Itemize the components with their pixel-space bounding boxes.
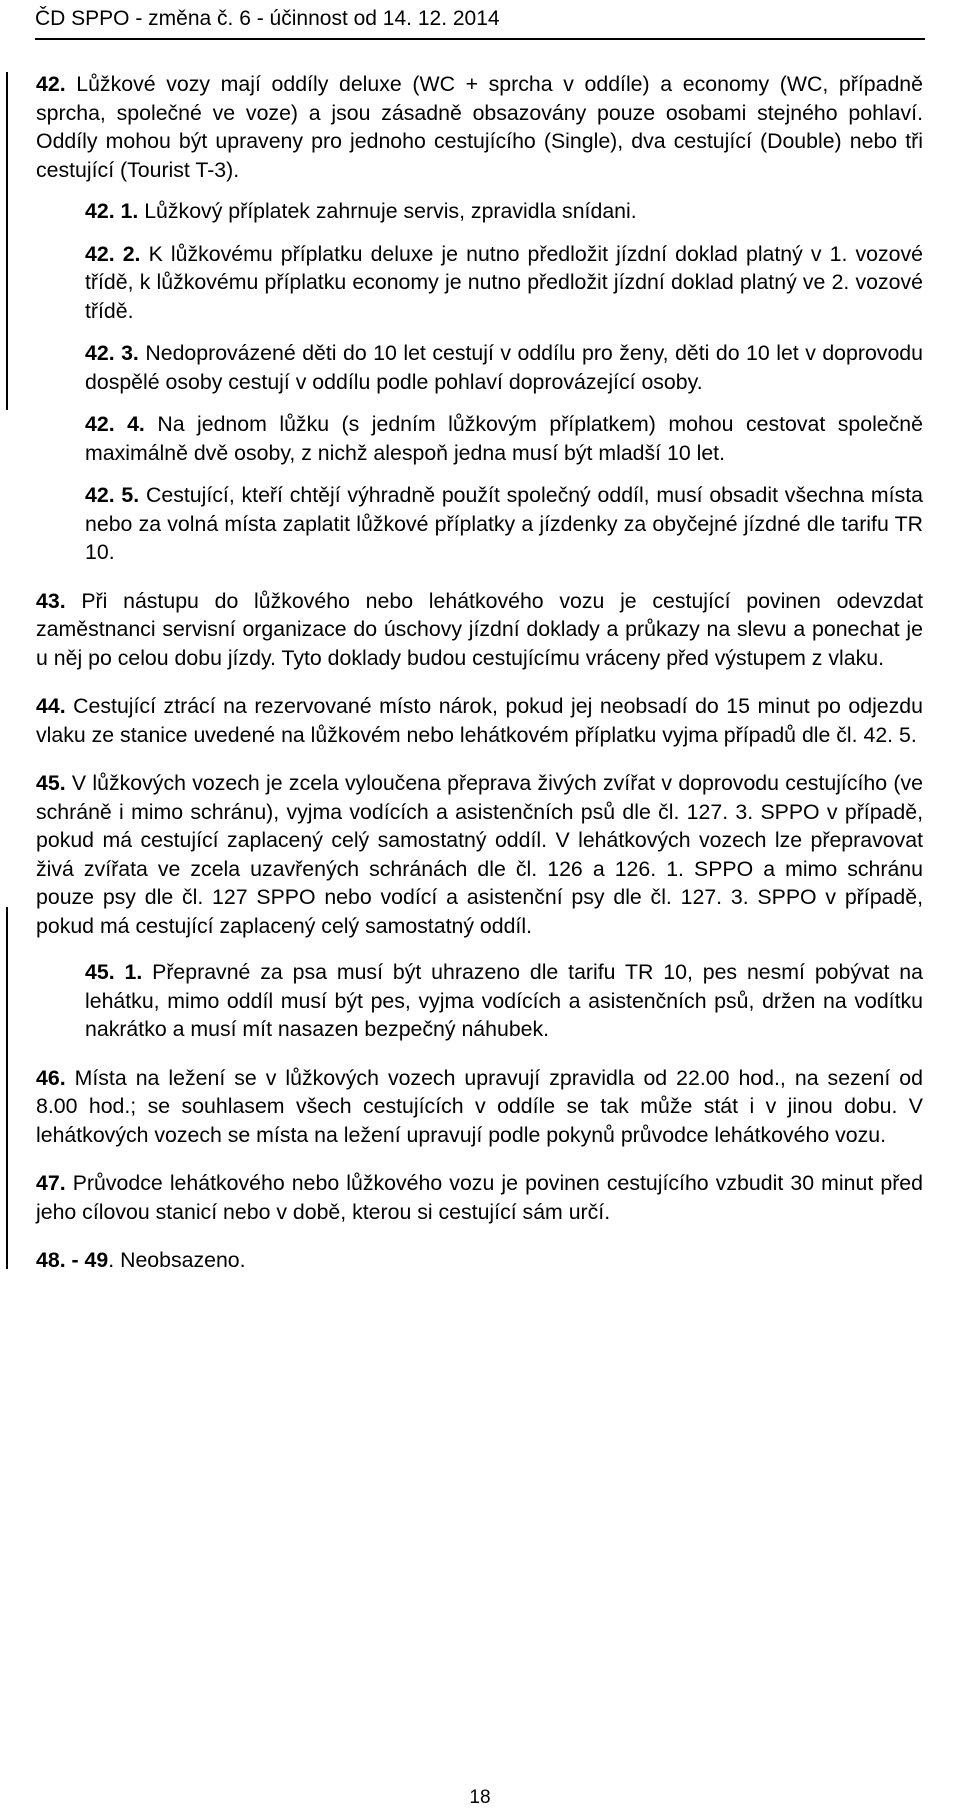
- article-text: Nedoprovázené děti do 10 let cestují v oddílu pro ženy, děti do 10 let v doprovodu dospělé osoby cestují v oddílu podle pohlaví doprovázející osoby.: [85, 341, 923, 394]
- article-42-4: [85, 410, 923, 467]
- article-text: Cestující ztrácí na rezervované místo nárok, pokud jej neobsadí do 15 minut po odjezdu vlaku ze stanice uvedené na lůžkovém nebo lehátkovém příplatku vyjma případů dle čl. 42. 5.: [36, 694, 923, 747]
- page-number: 18: [469, 1787, 491, 1808]
- article-number: 44.: [36, 694, 66, 718]
- article-text: . Neobsazeno.: [108, 1248, 246, 1272]
- document-body: [36, 70, 923, 1295]
- article-text: Při nástupu do lůžkového nebo lehátkového vozu je cestující povinen odevzdat zaměstnanci servisní organizace do úschovy jízdní doklady a průkazy na slevu a ponechat je u něj po celou dobu jízdy. Tyto doklady budou cestujícímu vráceny před výstupem z vlaku.: [36, 588, 923, 670]
- article-text: Přepravné za psa musí být uhrazeno dle tarifu TR 10, pes nesmí pobývat na lehátku, mimo oddíl musí být pes, vyjma vodících a asistenčních psů, držen na vodítku nakrátko a musí mít nasazen bezpečný náhubek.: [85, 960, 923, 1041]
- article-number: 48. - 49: [36, 1248, 109, 1272]
- article-number: 43.: [36, 588, 66, 613]
- article-42-5: [85, 481, 923, 567]
- article-number: 42.: [36, 72, 66, 96]
- article-text: K lůžkovému příplatku deluxe je nutno předložit jízdní doklad platný v 1. vozové třídě, k lůžkovému příplatku economy je nutno předložit jízdní doklad platný ve 2. vozové třídě.: [85, 241, 923, 323]
- article-42-1: [85, 197, 923, 226]
- article-42-3: [85, 339, 923, 396]
- article-number: 42. 2.: [85, 241, 141, 266]
- change-bar: [6, 907, 8, 1269]
- article-number: 42. 1.: [85, 199, 139, 223]
- article-43: [36, 587, 923, 673]
- article-46: [36, 1064, 923, 1150]
- article-48-49: [36, 1246, 923, 1275]
- article-47: [36, 1169, 923, 1226]
- article-45-1: [85, 958, 923, 1044]
- document-title: ČD SPPO - změna č. 6 - účinnost od 14. 12. 2014: [35, 7, 500, 30]
- article-text: Lůžkové vozy mají oddíly deluxe (WC + sprcha v oddíle) a economy (WC, případně sprcha, společné ve voze) a jsou zásadně obsazovány pouze osobami stejného pohlaví. Oddíly mohou být upraveny pro jednoho cestujícího (Single), dva cestující (Double) nebo tři cestující (Tourist T-3).: [36, 72, 923, 182]
- article-text: Na jednom lůžku (s jedním lůžkovým příplatkem) mohou cestovat společně maximálně dvě osoby, z nichž alespoň jedna musí být mladší 10 let.: [85, 412, 923, 465]
- article-text: Cestující, kteří chtějí výhradně použít společný oddíl, musí obsadit všechna místa nebo za volná místa zaplatit lůžkové příplatky a jízdenky za obyčejné jízdné dle tarifu TR 10.: [85, 483, 923, 564]
- article-text: Průvodce lehátkového nebo lůžkového vozu je povinen cestujícího vzbudit 30 minut před jeho cílovou stanicí nebo v době, kterou si cestující sám určí.: [36, 1171, 923, 1224]
- change-bar: [6, 72, 8, 410]
- article-number: 47.: [36, 1171, 66, 1195]
- article-42-2: [85, 240, 923, 326]
- article-42: [36, 70, 923, 184]
- article-number: 42. 5.: [85, 483, 140, 507]
- article-44: [36, 692, 923, 749]
- article-number: 42. 4.: [85, 412, 145, 436]
- page-header: [35, 6, 925, 40]
- article-number: 45.: [36, 771, 66, 795]
- article-number: 45. 1.: [85, 960, 143, 984]
- article-number: 46.: [36, 1065, 66, 1090]
- article-number: 42. 3.: [85, 341, 139, 365]
- article-text: V lůžkových vozech je zcela vyloučena přeprava živých zvířat v doprovodu cestujícího (ve schráně i mimo schránu), vyjma vodících a asistenčních psů dle čl. 127. 3. SPPO v případě, pokud má cestující zaplacený celý samostatný oddíl. V lehátkových vozech lze přepravovat živá zvířata ve zcela uzavřených schránách dle čl. 126 a 126. 1. SPPO a mimo schránu pouze psy dle čl. 127 SPPO nebo vodící a asistenční psy dle čl. 127. 3. SPPO v případě, pokud má cestující zaplacený celý samostatný oddíl.: [36, 771, 923, 938]
- article-45: [36, 769, 923, 940]
- article-text: Lůžkový příplatek zahrnuje servis, zpravidla snídani.: [138, 199, 637, 223]
- article-text: Místa na ležení se v lůžkových vozech upravují zpravidla od 22.00 hod., na sezení od 8.00 hod.; se souhlasem všech cestujících v oddíle se tak může stát i v jinou dobu. V lehátkových vozech se místa na ležení upravují podle pokynů průvodce lehátkového vozu.: [36, 1065, 923, 1147]
